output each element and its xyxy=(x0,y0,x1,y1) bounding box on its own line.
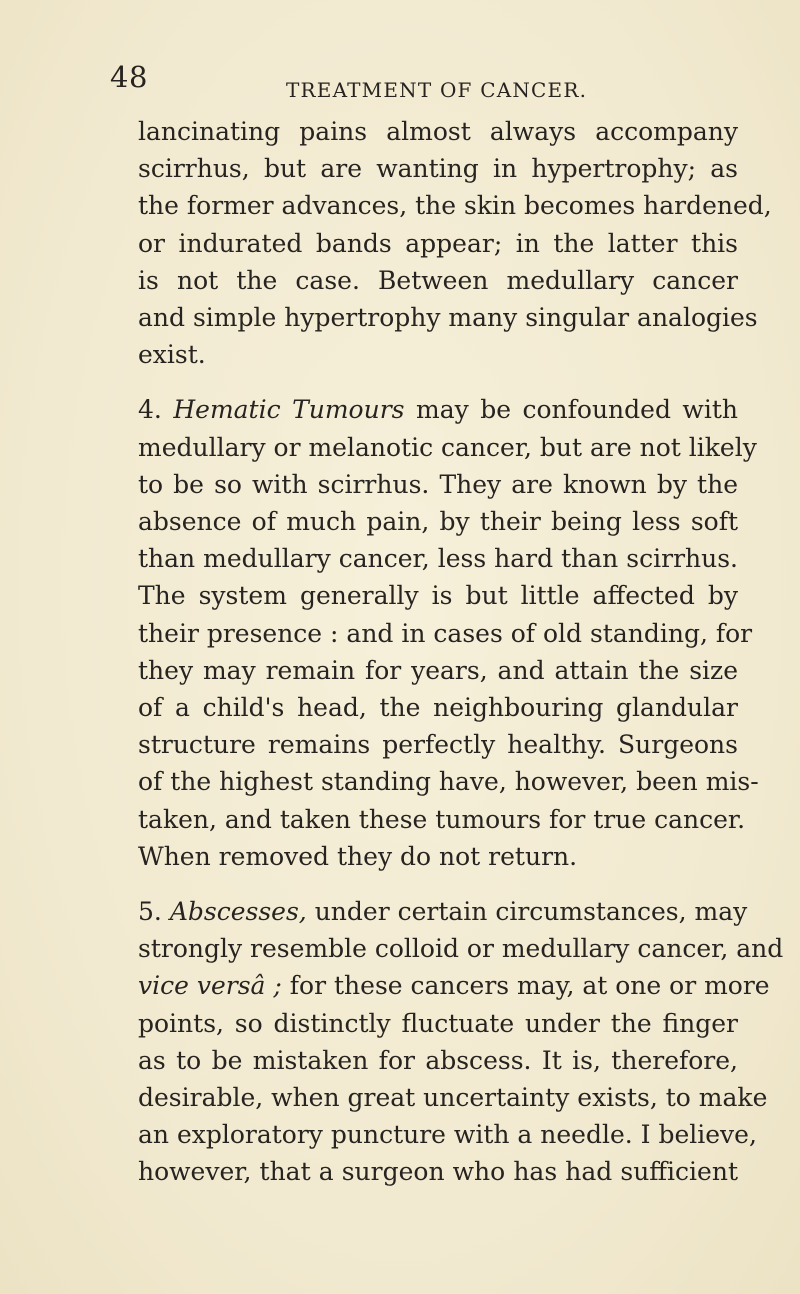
text-line: absence of much pain, by their being less soft xyxy=(138,507,738,537)
text-line: as to be mistaken for abscess. It is, therefore, xyxy=(138,1045,738,1075)
text-line: medullary or melanotic cancer, but are not likely xyxy=(138,432,757,462)
text-line: however, that a surgeon who has had sufficient xyxy=(138,1157,738,1187)
section-title: Abscesses, xyxy=(169,897,307,927)
section-title: Hematic Tumours xyxy=(173,395,405,425)
section-number: 5. xyxy=(138,897,162,927)
paragraph-hematic-tumours xyxy=(138,391,759,875)
text-line: desirable, when great uncertainty exists, to make xyxy=(138,1083,768,1113)
italic-phrase: vice versâ ; xyxy=(138,971,282,1001)
text-fragment: for these cancers may, at one or more xyxy=(289,971,770,1001)
section-number: 4. xyxy=(138,395,162,425)
text-line: strongly resemble colloid or medullary cancer, and xyxy=(138,934,784,964)
text-line: an exploratory puncture with a needle. I believe, xyxy=(138,1120,757,1150)
text-line: taken, and taken these tumours for true cancer. xyxy=(138,804,746,834)
text-line: to be so with scirrhus. They are known by the xyxy=(138,469,738,499)
text-line xyxy=(138,893,748,930)
text-line: than medullary cancer, less hard than scirrhus. xyxy=(138,544,738,574)
text-line: is not the case. Between medullary cancer xyxy=(138,265,738,295)
text-fragment: under certain circumstances, may xyxy=(314,897,748,927)
body-text xyxy=(138,113,784,1191)
text-line: The system generally is but little affected by xyxy=(138,581,738,611)
text-line: lancinating pains almost always accompany xyxy=(138,117,738,146)
text-line: scirrhus, but are wanting in hypertrophy; as xyxy=(138,154,738,184)
page-header xyxy=(110,60,740,106)
paragraph-abscesses xyxy=(138,893,784,1191)
page-number: 48 xyxy=(110,60,148,94)
text-line xyxy=(138,391,738,428)
text-line: When removed they do not return. xyxy=(138,841,578,871)
text-line: the former advances, the skin becomes hardened, xyxy=(138,191,772,221)
text-line: points, so distinctly fluctuate under the finger xyxy=(138,1008,738,1038)
paragraph-continuation xyxy=(138,113,772,373)
text-line: and simple hypertrophy many singular analogies xyxy=(138,303,758,333)
text-line: they may remain for years, and attain the size xyxy=(138,655,738,685)
text-fragment: may be confounded with xyxy=(415,395,738,425)
running-head: TREATMENT OF CANCER. xyxy=(286,78,588,102)
text-line xyxy=(138,967,770,1004)
text-line: or indurated bands appear; in the latter this xyxy=(138,228,738,258)
text-line: their presence : and in cases of old standing, for xyxy=(138,618,753,648)
text-line: structure remains perfectly healthy. Surgeons xyxy=(138,730,738,760)
text-line: exist. xyxy=(138,340,206,370)
text-line: of a child's head, the neighbouring glandular xyxy=(138,693,738,723)
text-line: of the highest standing have, however, been mis- xyxy=(138,767,759,797)
